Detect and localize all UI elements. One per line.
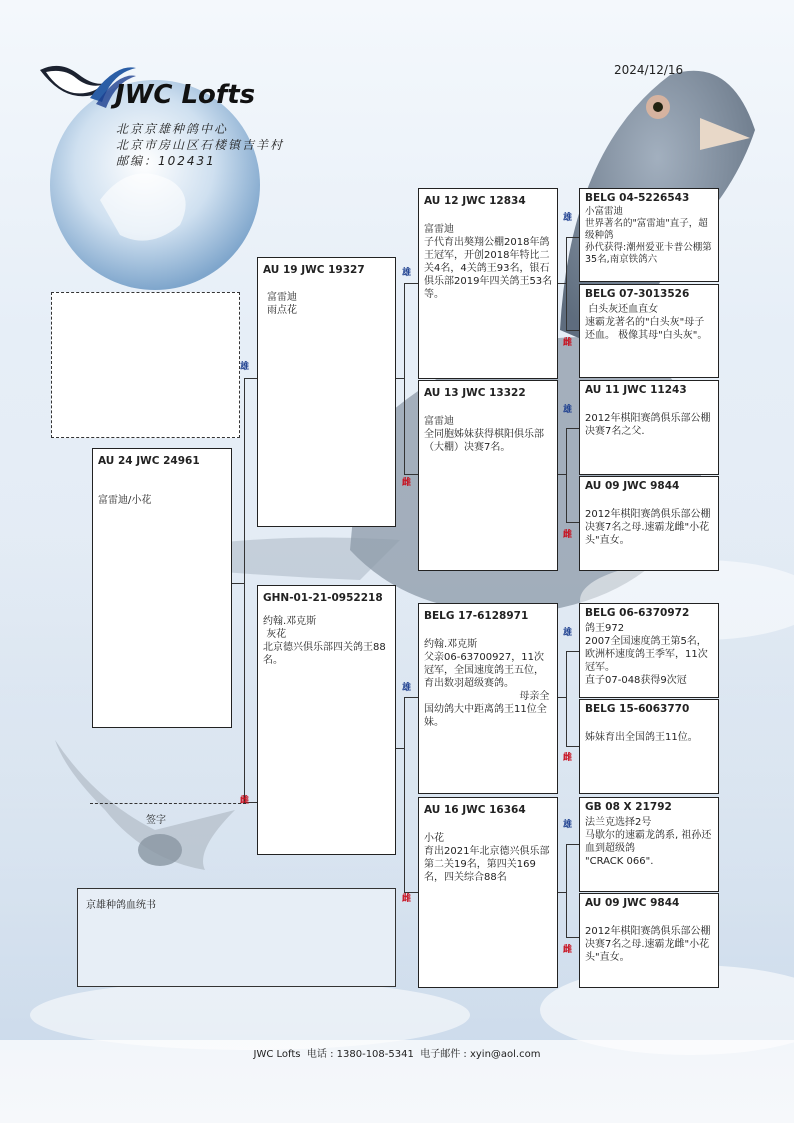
sex-marker-male: 雄 — [240, 362, 250, 372]
grandsire-maternal-card[interactable] — [418, 603, 558, 794]
pigeon-notes: 2012年棋阳赛鸽俱乐部公棚决赛7名之母.速霸龙雌"小花头"直女。 — [585, 509, 711, 546]
pigeon-notes: 富雷迪 子代育出獒翔公棚2018年鸽王冠军，开创2018年特比二关4名，4关鸽王93名，银石俱乐部2019年四关鸽王53名等。 — [424, 224, 553, 300]
sire-card[interactable] — [257, 257, 396, 527]
pigeon-notes: 2012年棋阳赛鸽俱乐部公棚决赛7名之父. — [585, 413, 711, 437]
pigeon-notes: 2012年棋阳赛鸽俱乐部公棚决赛7名之母.速霸龙雌"小花头"直女。 — [585, 926, 711, 963]
pigeon-notes: 法兰克选择2号 马歇尔的速霸龙鸽系, 祖孙还血到超级鸽 "CRACK 066". — [585, 817, 712, 867]
great-grandparent-card[interactable] — [579, 603, 719, 698]
ring-number: BELG 17-6128971 — [424, 610, 529, 622]
footer-company: JWC Lofts — [253, 1049, 301, 1060]
date-label: 2024/12/16 — [614, 63, 684, 77]
signature-line[interactable] — [90, 803, 246, 804]
ring-number: BELG 04-5226543 — [585, 192, 690, 204]
pigeon-notes: 小花 育出2021年北京德兴俱乐部第二关19名，第四关169名，四关综合88名 — [424, 833, 550, 883]
pigeon-notes: 鸽王972 2007全国速度鸽王第5名，欧洲杯速度鸽王季军，11次冠军。 直子07-048获得9次冠 — [585, 623, 708, 686]
dam-card[interactable] — [257, 585, 396, 855]
certificate-box — [77, 888, 396, 987]
sex-marker-male: 雄 — [563, 405, 573, 415]
sex-marker-male: 雄 — [402, 268, 412, 278]
sex-marker-female: 雌 — [563, 530, 573, 540]
ring-number: AU 16 JWC 16364 — [424, 804, 526, 816]
ring-number: GHN-01-21-0952218 — [263, 592, 383, 604]
sex-marker-female: 雌 — [563, 945, 573, 955]
address-line: 北京京雄种鸽中心 — [116, 122, 229, 136]
ring-number: BELG 06-6370972 — [585, 607, 690, 619]
ring-number: AU 09 JWC 9844 — [585, 897, 680, 909]
great-grandparent-card[interactable] — [579, 893, 719, 988]
pigeon-notes: 富雷迪/小花 — [98, 495, 152, 506]
great-grandparent-card[interactable] — [579, 699, 719, 794]
sex-marker-female: 雌 — [563, 753, 573, 763]
ring-number: AU 19 JWC 19327 — [263, 264, 365, 276]
pigeon-notes: 富雷迪 全同胞姊妹获得棋阳俱乐部（大棚）决赛7名。 — [424, 416, 544, 453]
great-grandparent-card[interactable] — [579, 476, 719, 571]
signature-label: 签字 — [146, 815, 166, 826]
pigeon-notes: 姊妹育出全国鸽王11位。 — [585, 732, 698, 743]
grandsire-paternal-card[interactable] — [418, 188, 558, 379]
sex-marker-female: 雌 — [402, 478, 412, 488]
sex-marker-male: 雄 — [563, 628, 573, 638]
subject-card[interactable] — [92, 448, 232, 728]
footer-phone-label: 电话 : — [306, 1049, 334, 1060]
great-grandparent-card[interactable] — [579, 284, 719, 378]
sex-marker-female: 雌 — [240, 796, 250, 806]
address-block — [116, 121, 284, 169]
address-line: 邮编：102431 — [116, 154, 216, 168]
footer — [0, 1045, 794, 1060]
great-grandparent-card[interactable] — [579, 380, 719, 475]
certificate-title: 京雄种鸽血统书 — [86, 900, 156, 911]
sex-marker-male: 雄 — [402, 683, 412, 693]
great-grandparent-card[interactable] — [579, 188, 719, 282]
pigeon-notes: 富雷迪 雨点花 — [267, 292, 297, 316]
ring-number: AU 12 JWC 12834 — [424, 195, 526, 207]
sex-marker-female: 雌 — [402, 894, 412, 904]
logo-text: JWC Lofts — [115, 80, 256, 110]
footer-phone: 1380-108-5341 — [336, 1049, 414, 1060]
ring-number: AU 11 JWC 11243 — [585, 384, 687, 396]
pigeon-notes: 约翰.邓克斯 灰花 北京德兴俱乐部四关鸽王88名。 — [263, 616, 386, 666]
pigeon-notes: 约翰.邓克斯 父亲06-63700927，11次冠军，全国速度鸽王五位，育出数羽超级赛鸽。 母亲全国幼鸽大中距离鸽王11位全妹。 — [424, 639, 550, 728]
granddam-maternal-card[interactable] — [418, 797, 558, 988]
granddam-paternal-card[interactable] — [418, 380, 558, 571]
ring-number: AU 13 JWC 13322 — [424, 387, 526, 399]
pigeon-notes: 白头灰还血直女 速霸龙著名的"白头灰"母子还血。 极像其母"白头灰"。 — [585, 304, 708, 341]
footer-email[interactable]: xyin@aol.com — [469, 1049, 541, 1060]
sex-marker-male: 雄 — [563, 820, 573, 830]
ring-number: BELG 15-6063770 — [585, 703, 690, 715]
footer-email-label: 电子邮件 : — [420, 1049, 467, 1060]
great-grandparent-card[interactable] — [579, 797, 719, 892]
ring-number: AU 09 JWC 9844 — [585, 480, 680, 492]
pigeon-notes: 小富雷迪 世界著名的"富雷迪"直子，超级种鸽 孙代获得:潮州爱亚卡普公棚第35名,南京铁鸽六 — [585, 206, 712, 265]
ring-number: BELG 07-3013526 — [585, 288, 690, 300]
sex-marker-male: 雄 — [563, 213, 573, 223]
ring-number: GB 08 X 21792 — [585, 801, 672, 813]
address-line: 北京市房山区石楼镇吉羊村 — [116, 138, 285, 152]
ring-number: AU 24 JWC 24961 — [98, 455, 200, 467]
photo-placeholder[interactable] — [51, 292, 240, 438]
sex-marker-female: 雌 — [563, 338, 573, 348]
